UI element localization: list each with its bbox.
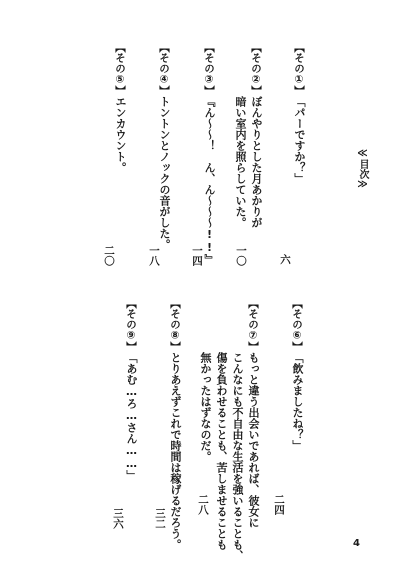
toc-entry-5-label: 【その⑤】 <box>114 42 126 96</box>
page-title: ≪目次≫ <box>357 148 368 190</box>
toc-entry-5-page: 二〇 <box>103 245 115 266</box>
toc-entry-4-title[interactable]: トントンとノックの音がした。 <box>158 96 171 250</box>
toc-entry-7-title-line3[interactable]: 傷を負わせることも、苦しませることも <box>215 352 228 550</box>
toc-entry-3-page: 一四 <box>191 245 203 266</box>
toc-entry-9-label: 【その⑨】 <box>125 298 137 352</box>
toc-entry-9-title[interactable]: 「あむ…ろ…さん……」 <box>125 352 138 481</box>
toc-entry-6-page: 二四 <box>273 494 285 515</box>
toc-entry-6-title[interactable]: 「飲みましたね？」 <box>291 352 304 451</box>
toc-entry-7-page: 二八 <box>197 494 209 515</box>
toc-entry-9-page: 三六 <box>112 508 124 529</box>
toc-entry-7-label: 【その⑦】 <box>247 298 259 352</box>
toc-entry-2-page: 一〇 <box>235 245 247 266</box>
page-number: 4 <box>353 538 360 549</box>
toc-entry-3-label: 【その③】 <box>203 42 215 96</box>
toc-entry-2-title-line2[interactable]: 暗い室内を照らしていた。 <box>234 96 247 228</box>
toc-entry-8-page: 三二 <box>154 508 166 529</box>
toc-entry-3-title[interactable]: 『ん〜〜！ ん、ん〜〜〜!!』 <box>203 96 216 265</box>
toc-entry-6-label: 【その⑥】 <box>291 298 303 352</box>
toc-entry-2-title-line1[interactable]: ぼんやりとした月あかりが <box>250 96 263 228</box>
toc-entry-4-label: 【その④】 <box>158 42 170 96</box>
toc-entry-1-title[interactable]: 「パーですか？」 <box>293 96 306 184</box>
toc-entry-4-page: 一八 <box>148 245 160 266</box>
toc-entry-1-page: 六 <box>279 254 291 265</box>
toc-entry-7-title-line2[interactable]: こんなにも不自由な生活を強いることも、 <box>231 352 244 561</box>
toc-entry-8-title[interactable]: とりあえずこれで時間は稼げるだろう。 <box>169 352 182 550</box>
toc-entry-2-label: 【その②】 <box>250 42 262 96</box>
toc-entry-1-label: 【その①】 <box>293 42 305 96</box>
toc-entry-7-title-line1[interactable]: もっと違う出会いであれば、彼女に <box>247 352 260 528</box>
toc-entry-7-title-line4[interactable]: 無かったはずなのだ。 <box>199 352 212 462</box>
toc-entry-8-label: 【その⑧】 <box>169 298 181 352</box>
toc-entry-5-title[interactable]: エンカウント。 <box>114 96 127 173</box>
